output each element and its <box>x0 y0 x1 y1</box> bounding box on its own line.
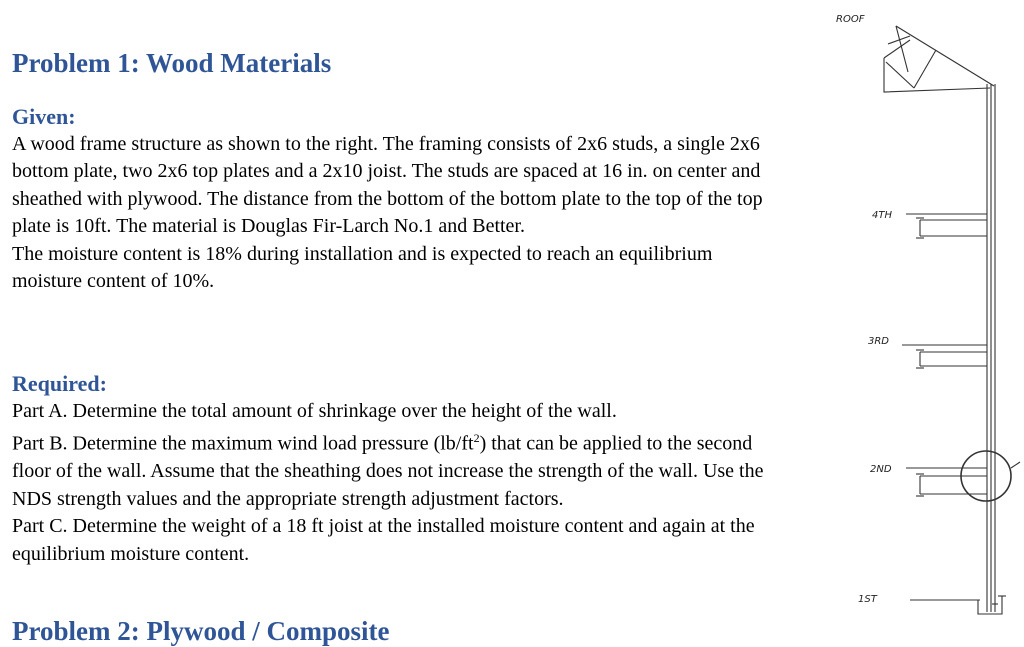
floor-2-framing <box>906 451 1020 501</box>
problem-2-title-cut: Problem 2: Plywood / Composite <box>12 616 390 646</box>
wall-studs <box>987 84 995 612</box>
part-b <box>12 425 782 513</box>
label-1st: 1ST <box>858 594 877 605</box>
given-text <box>12 131 782 295</box>
given-paragraph-1: A wood frame structure as shown to the right. The framing consists of 2x6 studs, a single 2x6 bottom plate, two 2x6 top plates and a 2x10 joist. The studs are spaced at 16 in. on center and sheathed with plywood. The distance from the bottom of the bottom plate to the top of the top plate is 10ft. The material is Douglas Fir-Larch No.1 and Better. <box>12 133 763 238</box>
part-b-text-2: ) that can be applied to the second floor of the wall. Assume that the sheathing does not increase the strength of the wall. Use the NDS strength values and the appropriate strength adjustment factors. <box>12 433 764 510</box>
label-2nd: 2ND <box>870 464 892 475</box>
required-text <box>12 398 782 568</box>
label-3rd: 3RD <box>868 336 890 347</box>
given-heading: Given: <box>12 104 76 129</box>
floor-4-framing <box>906 214 987 238</box>
label-roof: ROOF <box>836 14 865 25</box>
required-heading: Required: <box>12 371 107 396</box>
floor-3-framing <box>902 345 987 368</box>
wall-section-drawing <box>780 0 1024 628</box>
part-b-text-1: Part B. Determine the maximum wind load pressure (lb/ft <box>12 433 474 456</box>
roof-truss <box>884 26 994 92</box>
part-c: Part C. Determine the weight of a 18 ft joist at the installed moisture content and again at the equilibrium moisture content. <box>12 515 755 565</box>
label-4th: 4TH <box>872 210 892 221</box>
given-paragraph-2: The moisture content is 18% during installation and is expected to reach an equilibrium moisture content of 10%. <box>12 242 713 293</box>
problem-1-title: Problem 1: Wood Materials <box>12 48 332 78</box>
part-b-superscript: 2 <box>473 431 480 446</box>
part-a: Part A. Determine the total amount of shrinkage over the height of the wall. <box>12 400 617 422</box>
floor-1-framing <box>910 596 1006 614</box>
